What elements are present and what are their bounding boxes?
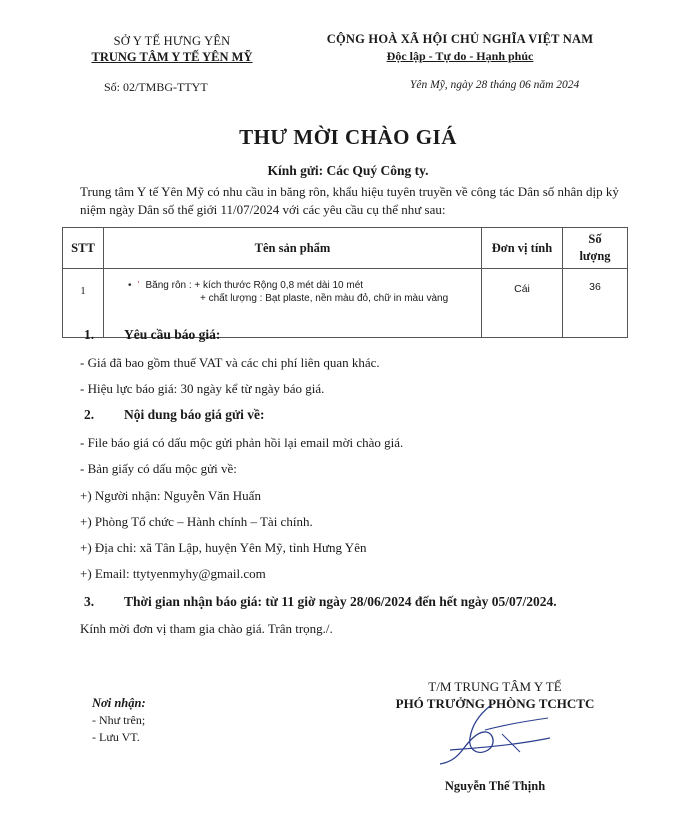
document-title: THƯ MỜI CHÀO GIÁ: [239, 125, 457, 149]
greeting: Kính gửi: Các Quý Công ty.: [267, 163, 429, 178]
row-unit: Cái: [482, 269, 563, 338]
section-1-number: 1.: [84, 327, 95, 342]
section-2-heading: [84, 407, 265, 423]
section-2-line-1: - File báo giá có dấu mộc gửi phản hồi lại email mời chào giá.: [80, 435, 404, 450]
section-2-line-3: +) Người nhận: Nguyễn Văn Huấn: [80, 488, 261, 503]
section-2-line-5: +) Địa chỉ: xã Tân Lập, huyện Yên Mỹ, tỉnh Hưng Yên: [80, 540, 367, 555]
signature-title: PHÓ TRƯỞNG PHÒNG TCHCTC: [395, 696, 595, 711]
section-3-number: 3.: [84, 594, 95, 609]
parent-organization: SỞ Y TẾ HƯNG YÊN: [113, 34, 231, 48]
section-2-line-2: - Bản giấy có dấu mộc gửi về:: [80, 461, 237, 476]
section-2-title: Nội dung báo giá gửi về:: [124, 407, 265, 422]
signature-on-behalf: T/M TRUNG TÂM Y TẾ: [428, 679, 562, 694]
product-spec-line2: + chất lượng : Bạt plaste, nền màu đỏ, chữ in màu vàng: [200, 293, 449, 304]
section-3-title: Thời gian nhận báo giá: từ 11 giờ ngày 28/06/2024 đến hết ngày 05/07/2024.: [124, 594, 557, 609]
national-heading: [300, 32, 620, 64]
intro-paragraph: Trung tâm Y tế Yên Mỹ có nhu cầu in băng rôn, khẩu hiệu tuyên truyền về công tác Dân số nhân dịp kỷ niệm ngày Dân số thế giới 11/07/2024 với các yêu cầu cụ thể như sau:: [80, 184, 619, 217]
product-spec-line1: Băng rôn : + kích thước Rộng 0,8 mét dài 10 mét: [145, 280, 364, 291]
issuer-block: [62, 34, 282, 65]
document-number: Số: 02/TMBG-TTYT: [104, 80, 208, 94]
nation-name: CỘNG HOÀ XÃ HỘI CHỦ NGHĨA VIỆT NAM: [326, 32, 594, 46]
place-date: Yên Mỹ, ngày 28 tháng 06 năm 2024: [410, 79, 580, 91]
handwritten-signature: [430, 700, 560, 772]
row-quantity: 36: [563, 269, 628, 338]
section-1-title: Yêu cầu báo giá:: [124, 327, 221, 342]
section-2-number: 2.: [84, 407, 95, 422]
row-stt: 1: [63, 269, 104, 338]
closing-line: Kính mời đơn vị tham gia chào giá. Trân trọng./.: [80, 621, 333, 636]
table-header-row: [63, 228, 628, 269]
section-1-line-2: - Hiệu lực báo giá: 30 ngày kể từ ngày báo giá.: [80, 381, 325, 396]
bullet-icon: •: [128, 280, 132, 291]
column-header-product: Tên sản phẩm: [104, 228, 482, 269]
section-2-line-6: +) Email: ttytyenmyhy@gmail.com: [80, 566, 266, 581]
national-motto: Độc lập - Tự do - Hạnh phúc: [386, 49, 534, 63]
product-table: [62, 227, 628, 338]
section-1-line-1: - Giá đã bao gồm thuế VAT và các chi phí liên quan khác.: [80, 355, 380, 370]
signer-name: Nguyễn Thế Thịnh: [444, 779, 546, 793]
recipients-block: [92, 695, 146, 746]
recipient-item: - Lưu VT.: [92, 730, 140, 744]
column-header-qty-text: Số lượng: [579, 232, 611, 263]
recipient-item: - Như trên;: [92, 713, 146, 727]
organization-name: TRUNG TÂM Y TẾ YÊN MỸ: [91, 50, 253, 64]
section-1-heading: [84, 327, 220, 343]
column-header-unit: Đơn vị tính: [482, 228, 563, 269]
mark-icon: ʼ: [137, 280, 140, 290]
column-header-stt: STT: [63, 228, 104, 269]
recipients-heading: Nơi nhận:: [92, 696, 146, 710]
column-header-qty: [563, 228, 628, 269]
section-3-heading: [84, 594, 557, 610]
section-2-line-4: +) Phòng Tổ chức – Hành chính – Tài chính.: [80, 514, 313, 529]
